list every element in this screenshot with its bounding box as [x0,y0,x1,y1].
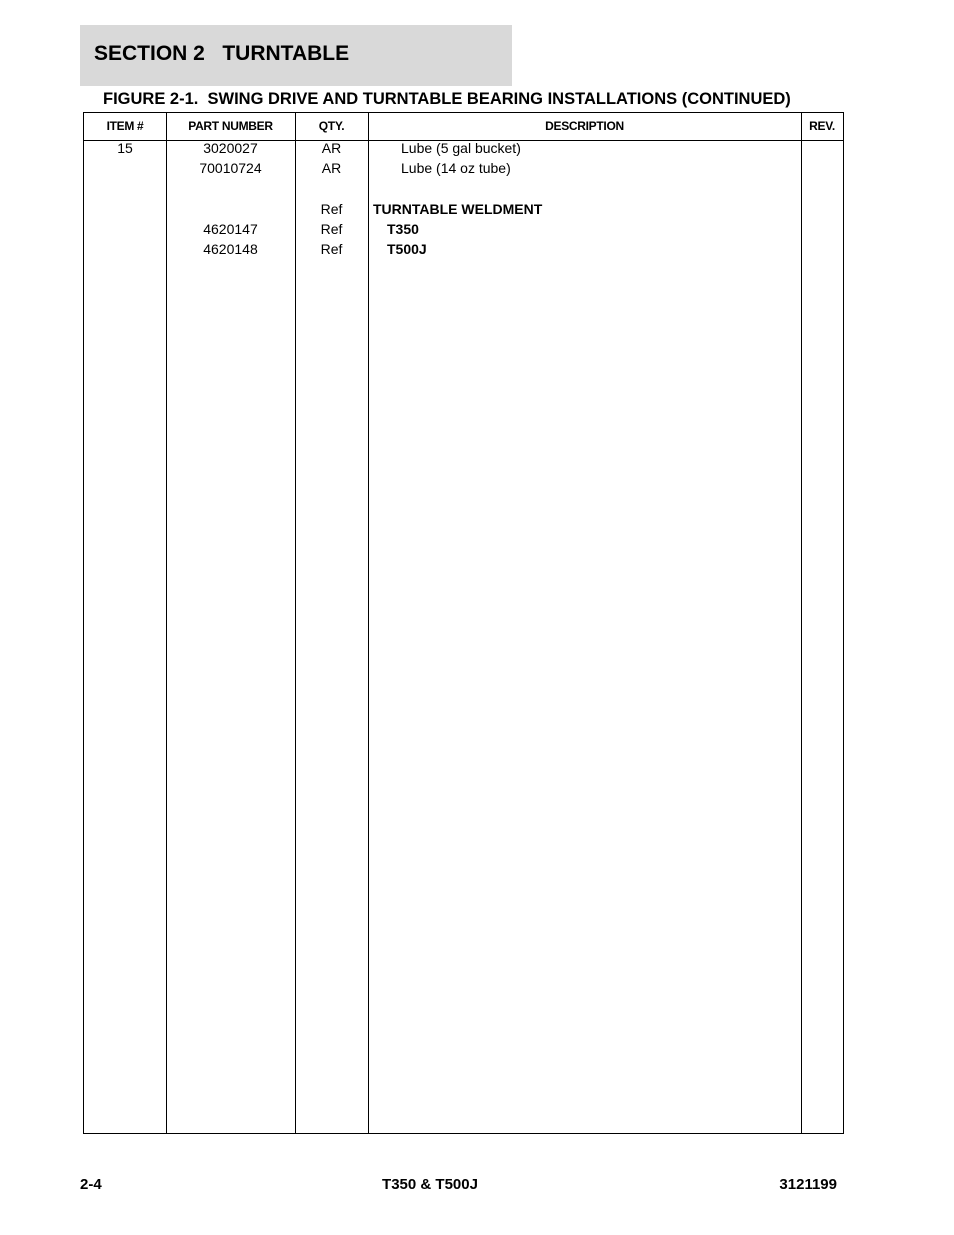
cell-part-number: 4620148 [203,241,258,257]
cell-part-number [166,178,295,198]
cell-item [84,239,166,259]
cell-item [84,219,166,239]
column-divider [295,113,296,1133]
figure-title: FIGURE 2-1. SWING DRIVE AND TURNTABLE BEARING INSTALLATIONS (CONTINUED) [103,90,791,108]
cell-qty: Ref [320,200,343,217]
section-banner [80,25,512,86]
column-divider [368,113,369,1133]
header-item: ITEM # [106,119,144,133]
cell-qty: Ref [320,241,343,257]
cell-description [373,178,793,198]
cell-item [84,158,166,178]
cell-item [84,199,166,219]
footer-page-number: 2-4 [80,1176,102,1193]
column-divider [166,113,167,1133]
header-qty: QTY. [318,119,345,133]
cell-part-number: 70010724 [199,160,262,177]
cell-description: Lube (14 oz tube) [401,160,511,177]
cell-description: T350 [387,220,419,237]
column-divider [801,113,802,1133]
header-description: DESCRIPTION [545,119,624,133]
cell-qty [295,178,368,198]
footer-doc-number: 3121199 [779,1176,837,1193]
footer-models: T350 & T500J [382,1176,478,1193]
cell-item [84,178,166,198]
cell-qty: AR [321,160,342,177]
parts-table [83,112,844,1134]
cell-description: Lube (5 gal bucket) [401,140,521,156]
header-rev: REV. [809,119,835,133]
section-title: SECTION 2 TURNTABLE [94,42,350,65]
cell-item: 15 [117,140,133,156]
cell-part-number: 4620147 [203,220,258,237]
cell-qty: Ref [320,220,343,237]
cell-qty: AR [321,140,342,156]
header-part-number: PART NUMBER [188,119,273,133]
cell-description: TURNTABLE WELDMENT [373,200,543,217]
cell-part-number [166,199,295,219]
cell-part-number: 3020027 [203,140,258,156]
cell-description: T500J [387,241,427,257]
